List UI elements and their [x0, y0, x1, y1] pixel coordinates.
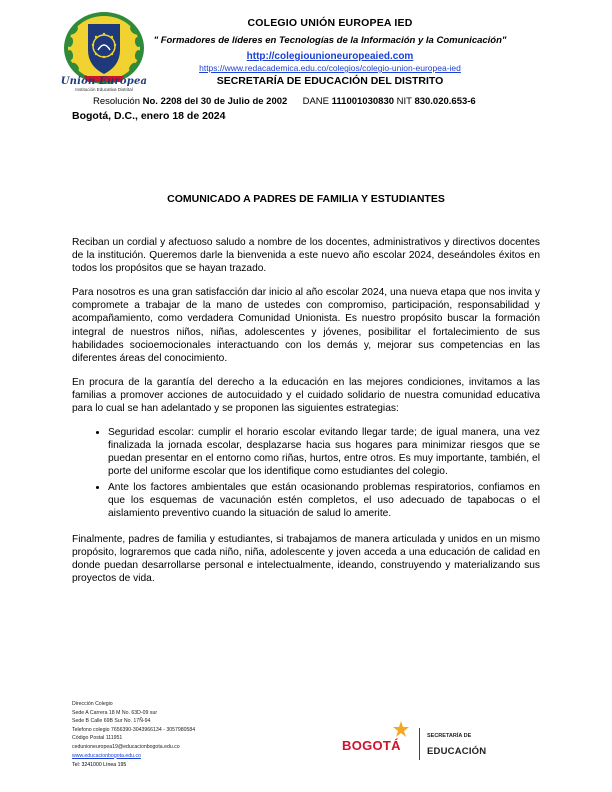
- city-date: Bogotá, D.C., enero 18 de 2024: [72, 110, 226, 122]
- paragraph-strategies: En procura de la garantía del derecho a la educación en las mejores condiciones, invitamos a las familias a promover acciones de autocuidado y el cuidado solidario de nuestra comunidad educativa para lo cual se han adelantado y se proponen las siguientes estrategias:: [72, 376, 540, 415]
- secondary-website-link[interactable]: https://www.redacademica.edu.co/colegios/colegio-union-europea-ied: [199, 63, 461, 73]
- resolution-line: [93, 96, 476, 107]
- footer-line: Dirección Colegio: [72, 701, 113, 707]
- footer-line: Sede A Carrera 18 M No. 63D-09 sur: [72, 709, 158, 716]
- footer-line: Telefono colegio 7656390-3043966134 - 3057980584: [72, 726, 196, 733]
- dane-label: DANE: [302, 96, 330, 107]
- logo-name: Unión Europea: [60, 76, 148, 87]
- footer-line: Código Postal 111951: [72, 735, 123, 742]
- list-item: • Seguridad escolar: cumplir el horario escolar evitando llegar tarde; de igual manera, una vez finalizada la jornada escolar, desplazarse hacia sus hogares para minimizar riesgos que se puedan presentar en el entorno como riñas, hurtos, entre otros. Es muy importante, también, el porte del uniforme escolar que los identifique como estudiantes del colegio.: [108, 426, 540, 478]
- footer-line: Sede B Calle 69B Sur No. 17Ñ-94: [72, 718, 151, 725]
- footer-email: cedunioneuropea19@educacionbogota.edu.co: [72, 743, 180, 750]
- footer-tel: Tel: 3241000 Línea 195: [72, 762, 127, 769]
- dane-value: 111001030830: [331, 96, 395, 107]
- strategies-list: [72, 426, 540, 520]
- paragraph-purpose: Para nosotros es una gran satisfacción dar inicio al año escolar 2024, una nueva etapa que nos invita y compromete a trabajar de la mano de ustedes con compromiso, participación, responsabilidad y acompañamiento, como verdadera Comunidad Unionista. Es nuestro propósito buscar la formación integral de nuestros niños, niñas, adolescentes y jóvenes, posibilitar el fortalecimiento de sus habilidades socioemocionales interactuando con los demás y, mejorar sus competencias en las diferentes áreas del conocimiento.: [72, 287, 540, 364]
- government-logos: [342, 720, 502, 762]
- footer-contact: [72, 700, 195, 770]
- resolution-label: Resolución: [93, 96, 140, 107]
- logo-subtext: Institución Educativa Distrital: [75, 87, 133, 92]
- letterhead: [0, 0, 612, 125]
- paragraph-closing: Finalmente, padres de familia y estudiantes, si trabajamos de manera articulada y unidos en un mismo propósito, lograremos que cada niño, niña, adolescente y joven acceda a una educación de calidad en donde puedan desarrollarse personal e intelectualmente, ideando, construyendo y materializando sus proyectos de vida.: [72, 533, 540, 585]
- document-title: COMUNICADO A PADRES DE FAMILIA Y ESTUDIANTES: [167, 193, 445, 205]
- secretaria-heading: SECRETARÍA DE EDUCACIÓN DEL DISTRITO: [216, 75, 444, 87]
- secretaria-small-text: SECRETARÍA DE: [427, 733, 472, 739]
- school-motto: " Formadores de líderes en Tecnologías de la Información y la Comunicación": [153, 35, 507, 46]
- nit-label: NIT: [396, 96, 412, 107]
- resolution-value: No. 2208 del 30 de Julio de 2002: [142, 96, 288, 107]
- nit-value: 830.020.653-6: [414, 96, 476, 107]
- bogota-logo: BOGOTÁ: [342, 738, 401, 753]
- bogota-star-icon: [392, 720, 410, 738]
- list-item: • Ante los factores ambientales que están ocasionando problemas respiratorios, confiamos en que los esquemas de vacunación estén completos, el uso adecuado de tapabocas o el aislamiento preventivo cuando la situación de salud lo amerite.: [108, 481, 540, 520]
- footer-website-link[interactable]: www.educacionbogota.edu.co: [72, 752, 141, 759]
- document-body: [72, 236, 540, 596]
- logo-divider: [419, 728, 420, 760]
- website-link[interactable]: http://colegiounioneuropeaied.com: [246, 51, 414, 62]
- paragraph-welcome: Reciban un cordial y afectuoso saludo a nombre de los docentes, administrativos y directivos docentes de la institución. Queremos darle la bienvenida a este nuevo año escolar 2024, deseándoles éxitos en todos los propósitos que se hayan trazado.: [72, 237, 540, 275]
- school-name: COLEGIO UNIÓN EUROPEA IED: [247, 17, 413, 29]
- secretaria-big-text: EDUCACIÓN: [427, 746, 487, 757]
